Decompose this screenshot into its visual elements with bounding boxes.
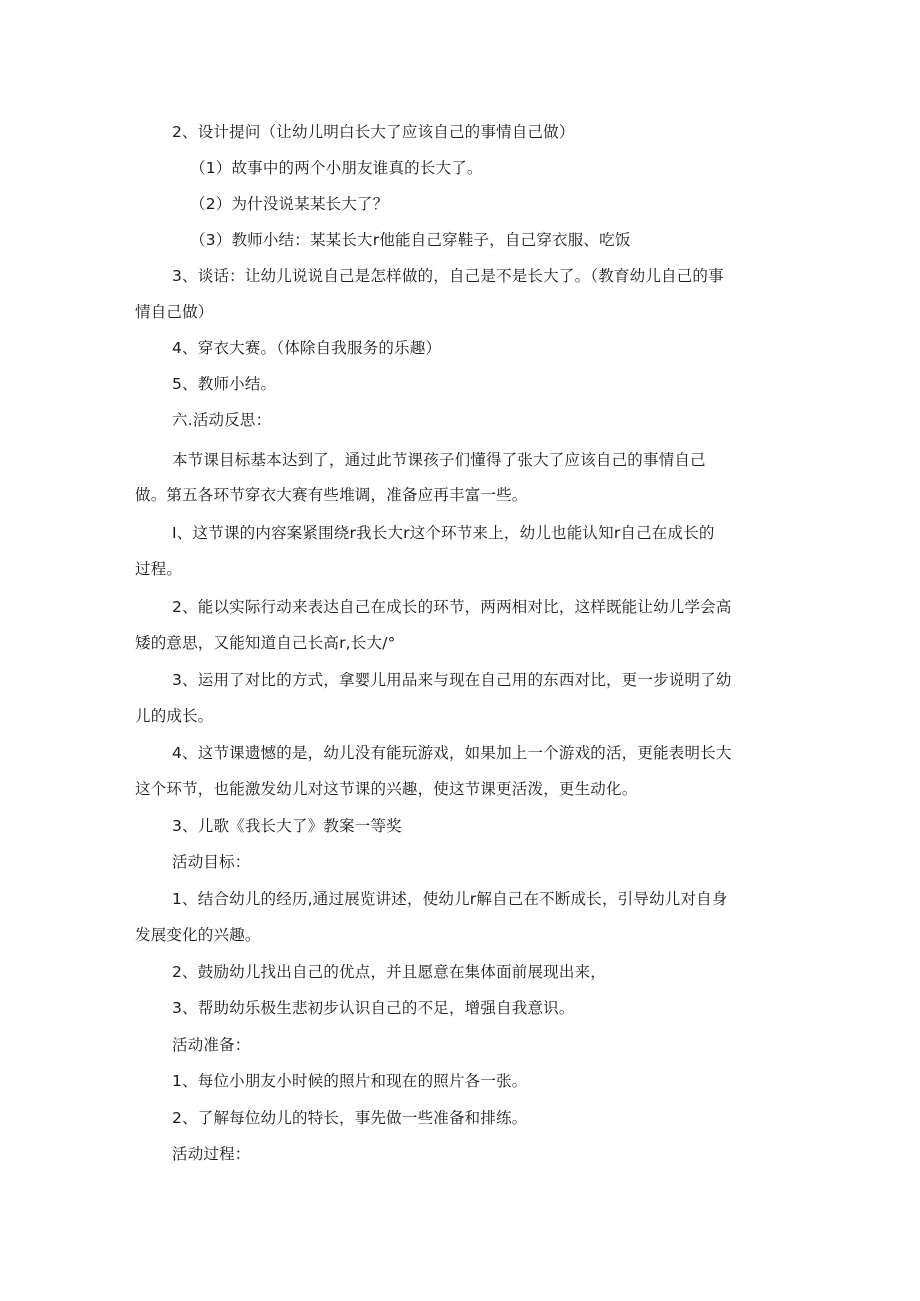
section-heading: 活动目标：: [172, 853, 251, 871]
text-line: （1）故事中的两个小朋友谁真的长大了。: [190, 159, 483, 177]
section-heading: 六.活动反思：: [172, 411, 272, 429]
text-line: 1、结合幼儿的经历,通过展览讲述，使幼儿r解自己在不断成长，引导幼儿对自身: [172, 890, 728, 908]
text-line: I、这节课的内容案紧围绕r我长大r这个环节来上，幼儿也能认知r自己在成长的: [172, 524, 715, 542]
text-line: 5、教师小结。: [172, 375, 277, 393]
text-line: 过程。: [135, 560, 183, 578]
text-line: 发展变化的兴趣。: [135, 926, 261, 944]
text-line: （2）为什没说某某长大了？: [190, 195, 389, 213]
text-line: 4、穿衣大赛。（体除自我服务的乐趣）: [172, 339, 442, 357]
text-line: 做。第五各环节穿衣大赛有些堆调，准备应再丰富一些。: [135, 486, 528, 504]
text-line: 1、每位小朋友小时候的照片和现在的照片各一张。: [172, 1072, 528, 1090]
text-line: 2、鼓励幼儿找出自己的优点，并且愿意在集体面前展现出来，: [172, 963, 606, 981]
text-line: 3、运用了对比的方式，拿婴儿用品来与现在自己用的东西对比，更一步说明了幼: [172, 671, 732, 689]
text-line: 本节课目标基本达到了，通过此节课孩子们懂得了张大了应该自己的事情自己: [172, 451, 706, 469]
text-line: 这个环节，也能激发幼儿对这节课的兴趣，使这节课更活泼，更生动化。: [135, 780, 638, 798]
text-line: 4、这节课遗憾的是，幼儿没有能玩游戏，如果加上一个游戏的活，更能表明长大: [172, 744, 732, 762]
text-line: 2、了解每位幼儿的特长，事先做一些准备和排练。: [172, 1109, 528, 1127]
text-line: 情自己做）: [135, 303, 214, 321]
text-line: 2、能以实际行动来表达自己在成长的环节，两两相对比，这样既能让幼儿学会高: [172, 598, 732, 616]
text-line: 3、帮助幼乐极生悲初步认识自己的不足，增强自我意识。: [172, 999, 575, 1017]
text-line: 儿的成长。: [135, 707, 214, 725]
text-line: 2、设计提问（让幼儿明白长大了应该自己的事情自己做）: [172, 123, 575, 141]
text-line: 矮的意思，又能知道自己长高r,长大/°: [135, 634, 396, 652]
text-line: 3、谈话：让幼儿说说自己是怎样做的，自己是不是长大了。（教育幼儿自己的事: [172, 267, 724, 285]
text-line: （3）教师小结：某某长大r他能自己穿鞋子，自己穿衣服、吃饭: [190, 231, 631, 249]
section-heading: 活动准备：: [172, 1036, 251, 1054]
section-heading: 活动过程：: [172, 1145, 251, 1163]
section-heading: 3、儿歌《我长大了》教案一等奖: [172, 817, 402, 835]
